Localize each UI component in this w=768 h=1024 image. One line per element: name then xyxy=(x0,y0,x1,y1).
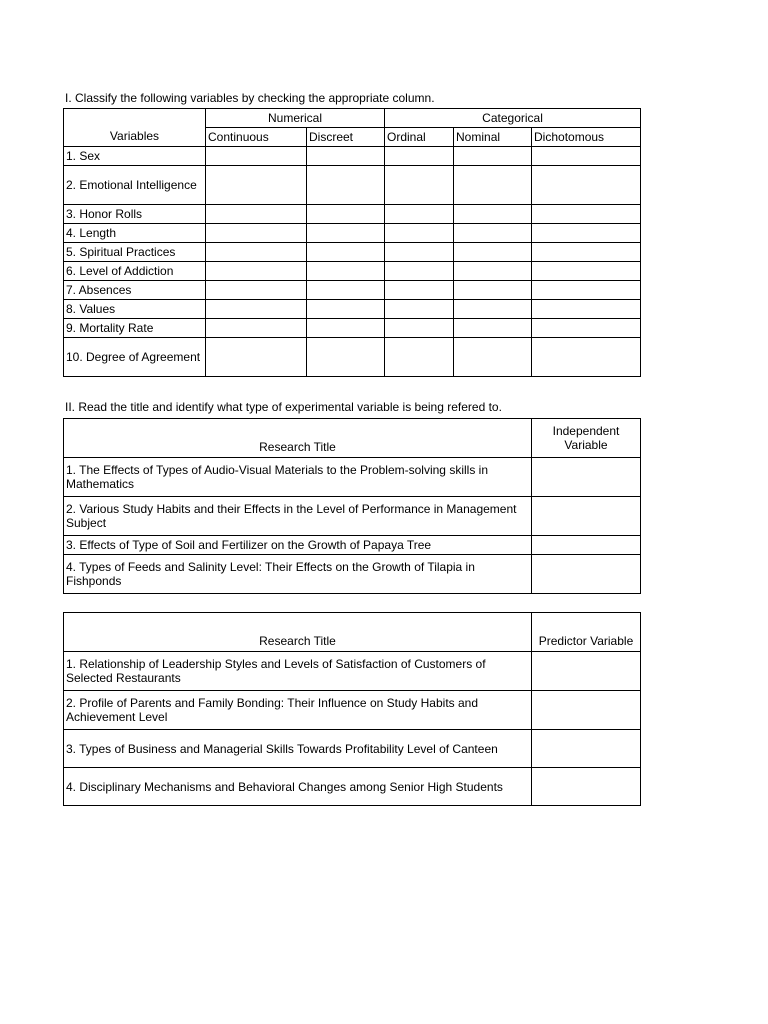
research-title-row xyxy=(64,768,641,806)
variable-row xyxy=(64,281,641,300)
section-2-instruction: II. Read the title and identify what type of experimental variable is being refered to. xyxy=(65,400,502,414)
variable-row xyxy=(64,205,641,224)
nominal-checkbox-cell[interactable] xyxy=(454,300,532,319)
predictor-variable-answer-cell[interactable] xyxy=(532,691,641,730)
research-title-text: 1. Relationship of Leadership Styles and Levels of Satisfaction of Customers of Selected Restaurants xyxy=(64,652,532,691)
section-1-instruction: I. Classify the following variables by checking the appropriate column. xyxy=(65,91,435,105)
variable-row xyxy=(64,166,641,205)
research-title-text: 4. Types of Feeds and Salinity Level: Their Effects on the Growth of Tilapia in Fishponds xyxy=(64,555,532,594)
nominal-checkbox-cell[interactable] xyxy=(454,147,532,166)
nominal-checkbox-cell[interactable] xyxy=(454,224,532,243)
ordinal-checkbox-cell[interactable] xyxy=(385,224,454,243)
variable-label: 1. Sex xyxy=(64,147,206,166)
continuous-column-header: Continuous xyxy=(206,128,307,147)
dichotomous-checkbox-cell[interactable] xyxy=(532,281,641,300)
discreet-checkbox-cell[interactable] xyxy=(307,262,385,281)
dichotomous-checkbox-cell[interactable] xyxy=(532,262,641,281)
discreet-checkbox-cell[interactable] xyxy=(307,281,385,300)
predictor-variable-answer-cell[interactable] xyxy=(532,652,641,691)
nominal-checkbox-cell[interactable] xyxy=(454,262,532,281)
independent-variable-answer-cell[interactable] xyxy=(532,536,641,555)
variables-column-header: Variables xyxy=(64,109,206,147)
continuous-checkbox-cell[interactable] xyxy=(206,281,307,300)
independent-variable-column-header: Independent Variable xyxy=(532,419,641,458)
continuous-checkbox-cell[interactable] xyxy=(206,300,307,319)
variable-row xyxy=(64,300,641,319)
research-title-text: 2. Various Study Habits and their Effects in the Level of Performance in Management Subject xyxy=(64,497,532,536)
discreet-checkbox-cell[interactable] xyxy=(307,205,385,224)
continuous-checkbox-cell[interactable] xyxy=(206,205,307,224)
variable-row xyxy=(64,262,641,281)
dichotomous-checkbox-cell[interactable] xyxy=(532,205,641,224)
discreet-checkbox-cell[interactable] xyxy=(307,338,385,377)
discreet-checkbox-cell[interactable] xyxy=(307,224,385,243)
continuous-checkbox-cell[interactable] xyxy=(206,338,307,377)
nominal-column-header: Nominal xyxy=(454,128,532,147)
predictor-variable-answer-cell[interactable] xyxy=(532,730,641,768)
ordinal-column-header: Ordinal xyxy=(385,128,454,147)
dichotomous-checkbox-cell[interactable] xyxy=(532,147,641,166)
research-title-text: 2. Profile of Parents and Family Bonding: Their Influence on Study Habits and Achievement Level xyxy=(64,691,532,730)
variable-row xyxy=(64,319,641,338)
categorical-group-header: Categorical xyxy=(385,109,641,128)
variable-label: 8. Values xyxy=(64,300,206,319)
variable-label: 9. Mortality Rate xyxy=(64,319,206,338)
research-title-text: 4. Disciplinary Mechanisms and Behavioral Changes among Senior High Students xyxy=(64,768,532,806)
research-title-row xyxy=(64,536,641,555)
numerical-group-header: Numerical xyxy=(206,109,385,128)
predictor-variable-answer-cell[interactable] xyxy=(532,768,641,806)
dichotomous-column-header: Dichotomous xyxy=(532,128,641,147)
ordinal-checkbox-cell[interactable] xyxy=(385,243,454,262)
discreet-checkbox-cell[interactable] xyxy=(307,243,385,262)
ordinal-checkbox-cell[interactable] xyxy=(385,147,454,166)
dichotomous-checkbox-cell[interactable] xyxy=(532,319,641,338)
discreet-checkbox-cell[interactable] xyxy=(307,300,385,319)
variable-label: 7. Absences xyxy=(64,281,206,300)
continuous-checkbox-cell[interactable] xyxy=(206,147,307,166)
nominal-checkbox-cell[interactable] xyxy=(454,281,532,300)
nominal-checkbox-cell[interactable] xyxy=(454,243,532,262)
independent-variable-table xyxy=(63,418,641,594)
research-title-text: 3. Types of Business and Managerial Skills Towards Profitability Level of Canteen xyxy=(64,730,532,768)
variable-row xyxy=(64,147,641,166)
independent-variable-answer-cell[interactable] xyxy=(532,458,641,497)
nominal-checkbox-cell[interactable] xyxy=(454,166,532,205)
ordinal-checkbox-cell[interactable] xyxy=(385,319,454,338)
ordinal-checkbox-cell[interactable] xyxy=(385,338,454,377)
variable-row xyxy=(64,224,641,243)
variable-label: 5. Spiritual Practices xyxy=(64,243,206,262)
research-title-row xyxy=(64,652,641,691)
dichotomous-checkbox-cell[interactable] xyxy=(532,300,641,319)
predictor-variable-table xyxy=(63,612,641,806)
discreet-checkbox-cell[interactable] xyxy=(307,166,385,205)
ordinal-checkbox-cell[interactable] xyxy=(385,166,454,205)
variable-label: 3. Honor Rolls xyxy=(64,205,206,224)
ordinal-checkbox-cell[interactable] xyxy=(385,300,454,319)
independent-variable-answer-cell[interactable] xyxy=(532,497,641,536)
nominal-checkbox-cell[interactable] xyxy=(454,205,532,224)
nominal-checkbox-cell[interactable] xyxy=(454,319,532,338)
research-title-column-header: Research Title xyxy=(64,419,532,458)
research-title-text: 1. The Effects of Types of Audio-Visual Materials to the Problem-solving skills in Mathematics xyxy=(64,458,532,497)
dichotomous-checkbox-cell[interactable] xyxy=(532,224,641,243)
research-title-row xyxy=(64,730,641,768)
variable-row xyxy=(64,243,641,262)
nominal-checkbox-cell[interactable] xyxy=(454,338,532,377)
continuous-checkbox-cell[interactable] xyxy=(206,262,307,281)
variable-label: 2. Emotional Intelligence xyxy=(64,166,206,205)
discreet-checkbox-cell[interactable] xyxy=(307,147,385,166)
continuous-checkbox-cell[interactable] xyxy=(206,224,307,243)
variable-classification-table xyxy=(63,108,641,377)
dichotomous-checkbox-cell[interactable] xyxy=(532,166,641,205)
ordinal-checkbox-cell[interactable] xyxy=(385,281,454,300)
continuous-checkbox-cell[interactable] xyxy=(206,319,307,338)
dichotomous-checkbox-cell[interactable] xyxy=(532,243,641,262)
research-title-row xyxy=(64,497,641,536)
continuous-checkbox-cell[interactable] xyxy=(206,166,307,205)
variable-row xyxy=(64,338,641,377)
independent-variable-answer-cell[interactable] xyxy=(532,555,641,594)
research-title-row xyxy=(64,691,641,730)
research-title-row xyxy=(64,458,641,497)
research-title-column-header: Research Title xyxy=(64,613,532,652)
discreet-column-header: Discreet xyxy=(307,128,385,147)
variable-label: 6. Level of Addiction xyxy=(64,262,206,281)
research-title-row xyxy=(64,555,641,594)
discreet-checkbox-cell[interactable] xyxy=(307,319,385,338)
continuous-checkbox-cell[interactable] xyxy=(206,243,307,262)
ordinal-checkbox-cell[interactable] xyxy=(385,205,454,224)
variable-label: 10. Degree of Agreement xyxy=(64,338,206,377)
predictor-variable-column-header: Predictor Variable xyxy=(532,613,641,652)
ordinal-checkbox-cell[interactable] xyxy=(385,262,454,281)
variable-label: 4. Length xyxy=(64,224,206,243)
dichotomous-checkbox-cell[interactable] xyxy=(532,338,641,377)
research-title-text: 3. Effects of Type of Soil and Fertilizer on the Growth of Papaya Tree xyxy=(64,536,532,555)
